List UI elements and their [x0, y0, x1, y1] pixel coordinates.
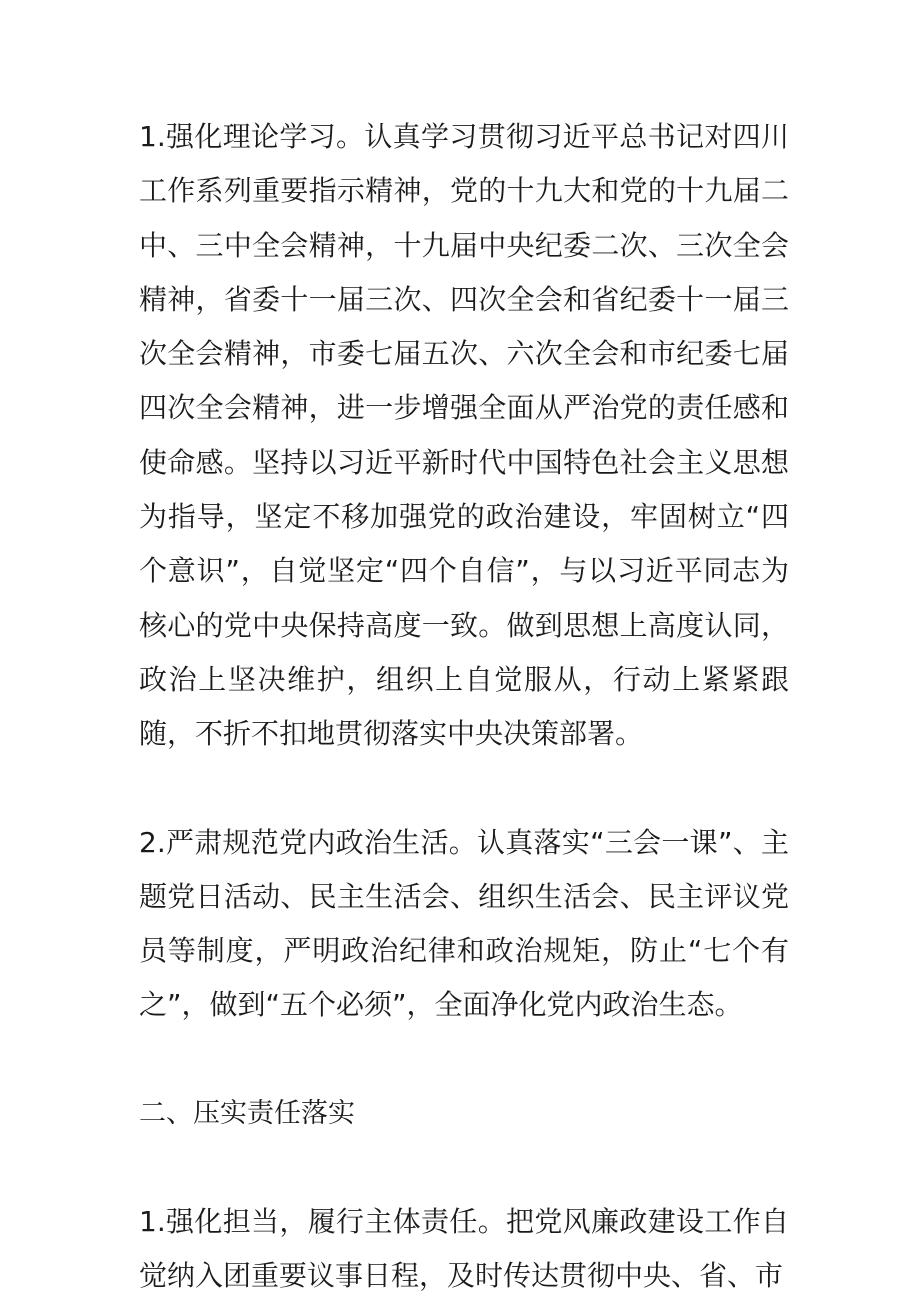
paragraph-political-life: 2.严肃规范党内政治生活。认真落实“三会一课”、主题党日活动、民主生活会、组织生活会、民主评议党员等制度，严明政治纪律和政治规矩，防止“七个有之”，做到“五个必须”，全面净化党内政治生态。	[139, 825, 789, 1022]
document-body	[139, 110, 789, 1304]
paragraph-theory-study: 1.强化理论学习。认真学习贯彻习近平总书记对四川工作系列重要指示精神，党的十九大和党的十九届二中、三中全会精神，十九届中央纪委二次、三次全会精神，省委十一届三次、四次全会和省纪委十一届三次全会精神，市委七届五次、六次全会和市纪委七届四次全会精神，进一步增强全面从严治党的责任感和使命感。坚持以习近平新时代中国特色社会主义思想为指导，坚定不移加强党的政治建设，牢固树立“四个意识”，自觉坚定“四个自信”，与以习近平同志为核心的党中央保持高度一致。做到思想上高度认同，政治上坚决维护，组织上自觉服从，行动上紧紧跟随，不折不扣地贯彻落实中央决策部署。	[139, 120, 789, 751]
section-heading: 二、压实责任落实	[139, 1097, 355, 1129]
paragraph-responsibility: 1.强化担当，履行主体责任。把党风廉政建设工作自觉纳入团重要议事日程，及时传达贯彻中央、省、市	[139, 1205, 789, 1293]
